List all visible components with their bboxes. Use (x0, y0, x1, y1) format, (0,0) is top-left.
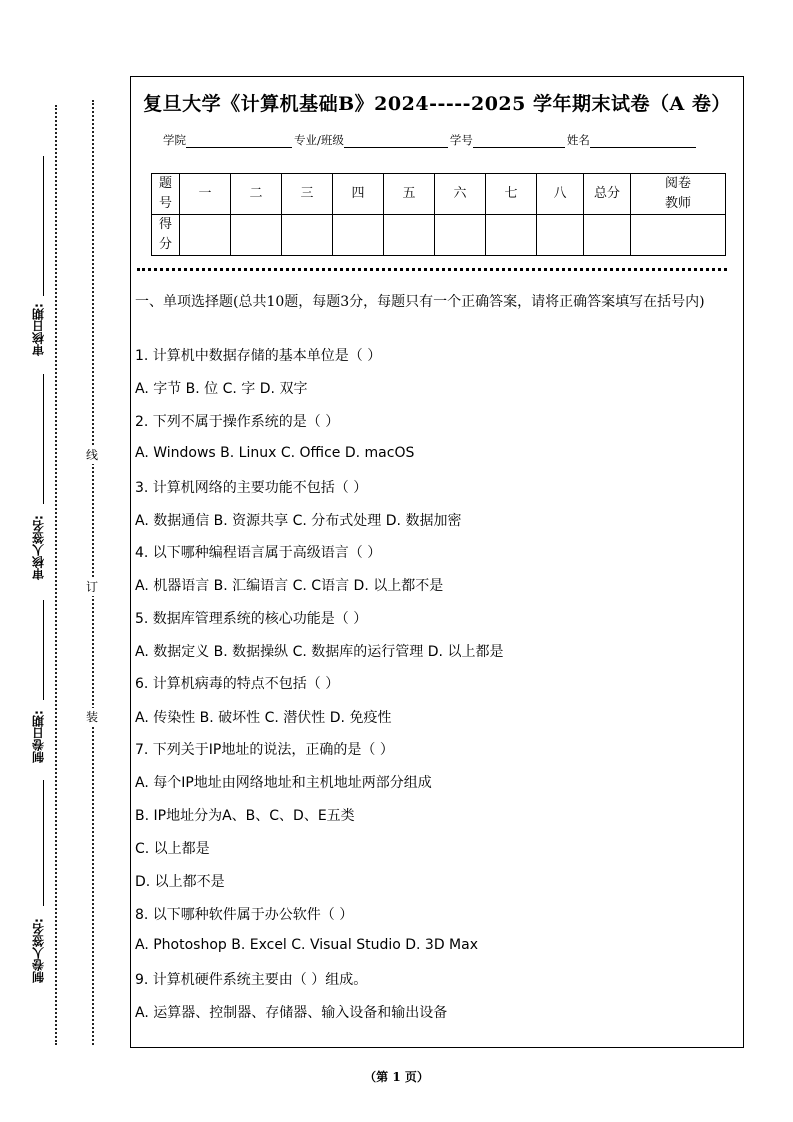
score-col-reviewer (631, 174, 726, 215)
reviewer-line1: 阅卷 (664, 176, 691, 191)
score-table-score-row (152, 215, 726, 256)
binding-line-char: 线 (86, 448, 99, 462)
question-line: 6. 计算机病毒的特点不包括（ ） (135, 676, 340, 692)
option-line: A. Photoshop B. Excel C. Visual Studio D. 3D Max (135, 937, 478, 953)
question-line: 2. 下列不属于操作系统的是（ ） (135, 414, 340, 430)
score-col-4: 四 (333, 174, 384, 215)
reviewer-date-line (43, 156, 44, 296)
question-line: 1. 计算机中数据存储的基本单位是（ ） (135, 348, 382, 364)
name-label: 姓名 (566, 133, 590, 147)
major-class-blank[interactable] (344, 135, 448, 148)
reviewer-line2: 教师 (664, 196, 691, 211)
header-label-line2: 号 (158, 196, 172, 211)
score-cell[interactable] (435, 215, 486, 256)
score-cell[interactable] (180, 215, 231, 256)
reviewer-sign-label: 审核人签名: (31, 515, 46, 581)
score-col-2: 二 (231, 174, 282, 215)
maker-date-line (43, 600, 44, 700)
score-col-6: 六 (435, 174, 486, 215)
question-line: 4. 以下哪种编程语言属于高级语言（ ） (135, 545, 382, 561)
score-cell[interactable] (231, 215, 282, 256)
question-line: 5. 数据库管理系统的核心功能是（ ） (135, 611, 368, 627)
score-cell[interactable] (282, 215, 333, 256)
score-label-line1: 得 (158, 217, 172, 232)
score-cell[interactable] (384, 215, 435, 256)
score-col-8: 八 (537, 174, 584, 215)
binding-dotted-line (92, 100, 94, 1045)
score-table (151, 173, 726, 256)
score-row-label (152, 215, 180, 256)
reviewer-date-label: 审核日期: (31, 303, 46, 357)
score-table-header-label (152, 174, 180, 215)
question-line: 9. 计算机硬件系统主要由（ ）组成。 (135, 972, 368, 988)
option-line: A. Windows B. Linux C. Office D. macOS (135, 445, 415, 461)
name-blank[interactable] (590, 135, 696, 148)
question-line: 8. 以下哪种软件属于办公软件（ ） (135, 907, 354, 923)
score-col-total: 总分 (584, 174, 631, 215)
college-blank[interactable] (186, 135, 292, 148)
major-class-label: 专业/班级 (294, 133, 344, 147)
option-line: A. 每个IP地址由网络地址和主机地址两部分组成 (135, 775, 432, 791)
exam-frame (130, 76, 744, 1048)
option-line: A. 传染性 B. 破坏性 C. 潜伏性 D. 免疫性 (135, 710, 392, 726)
option-line: A. 运算器、控制器、存储器、输入设备和输出设备 (135, 1005, 448, 1021)
score-cell-total[interactable] (584, 215, 631, 256)
maker-sign-label: 制卷人签名: (31, 918, 46, 984)
student-id-blank[interactable] (473, 135, 565, 148)
binding-order-char: 订 (86, 580, 99, 594)
score-col-3: 三 (282, 174, 333, 215)
score-label-line2: 分 (158, 237, 172, 252)
question-line: 3. 计算机网络的主要功能不包括（ ） (135, 480, 368, 496)
option-line: A. 数据定义 B. 数据操纵 C. 数据库的运行管理 D. 以上都是 (135, 644, 504, 660)
reviewer-sign-line (43, 374, 44, 504)
section-1-heading: 一、单项选择题(总共10题，每题3分，每题只有一个正确答案，请将正确答案填写在括号内) (135, 294, 705, 310)
separator-dotted-line (137, 268, 727, 271)
score-table-header-row (152, 174, 726, 215)
exam-title: 复旦大学《计算机基础B》2024-----2025 学年期末试卷（A 卷） (143, 93, 731, 115)
student-id-label: 学号 (449, 133, 473, 147)
score-col-1: 一 (180, 174, 231, 215)
maker-date-label: 制卷日期: (31, 710, 46, 764)
option-line: A. 机器语言 B. 汇编语言 C. C语言 D. 以上都不是 (135, 578, 444, 594)
option-line: C. 以上都是 (135, 841, 210, 857)
score-cell[interactable] (333, 215, 384, 256)
option-line: A. 数据通信 B. 资源共享 C. 分布式处理 D. 数据加密 (135, 513, 462, 529)
option-line: B. IP地址分为A、B、C、D、E五类 (135, 808, 355, 824)
score-cell[interactable] (537, 215, 584, 256)
option-line: A. 字节 B. 位 C. 字 D. 双字 (135, 381, 308, 397)
header-label-line1: 题 (158, 176, 172, 191)
maker-sign-line (43, 780, 44, 906)
college-label: 学院 (163, 133, 186, 147)
binding-fold-char: 装 (86, 710, 99, 724)
page-number: （第 1 页） (364, 1070, 429, 1084)
score-col-7: 七 (486, 174, 537, 215)
option-line: D. 以上都不是 (135, 874, 225, 890)
score-col-5: 五 (384, 174, 435, 215)
question-line: 7. 下列关于IP地址的说法，正确的是（ ） (135, 742, 394, 758)
score-cell[interactable] (486, 215, 537, 256)
outer-dotted-line (55, 105, 57, 1045)
student-info-row (163, 132, 698, 148)
score-cell-reviewer[interactable] (631, 215, 726, 256)
